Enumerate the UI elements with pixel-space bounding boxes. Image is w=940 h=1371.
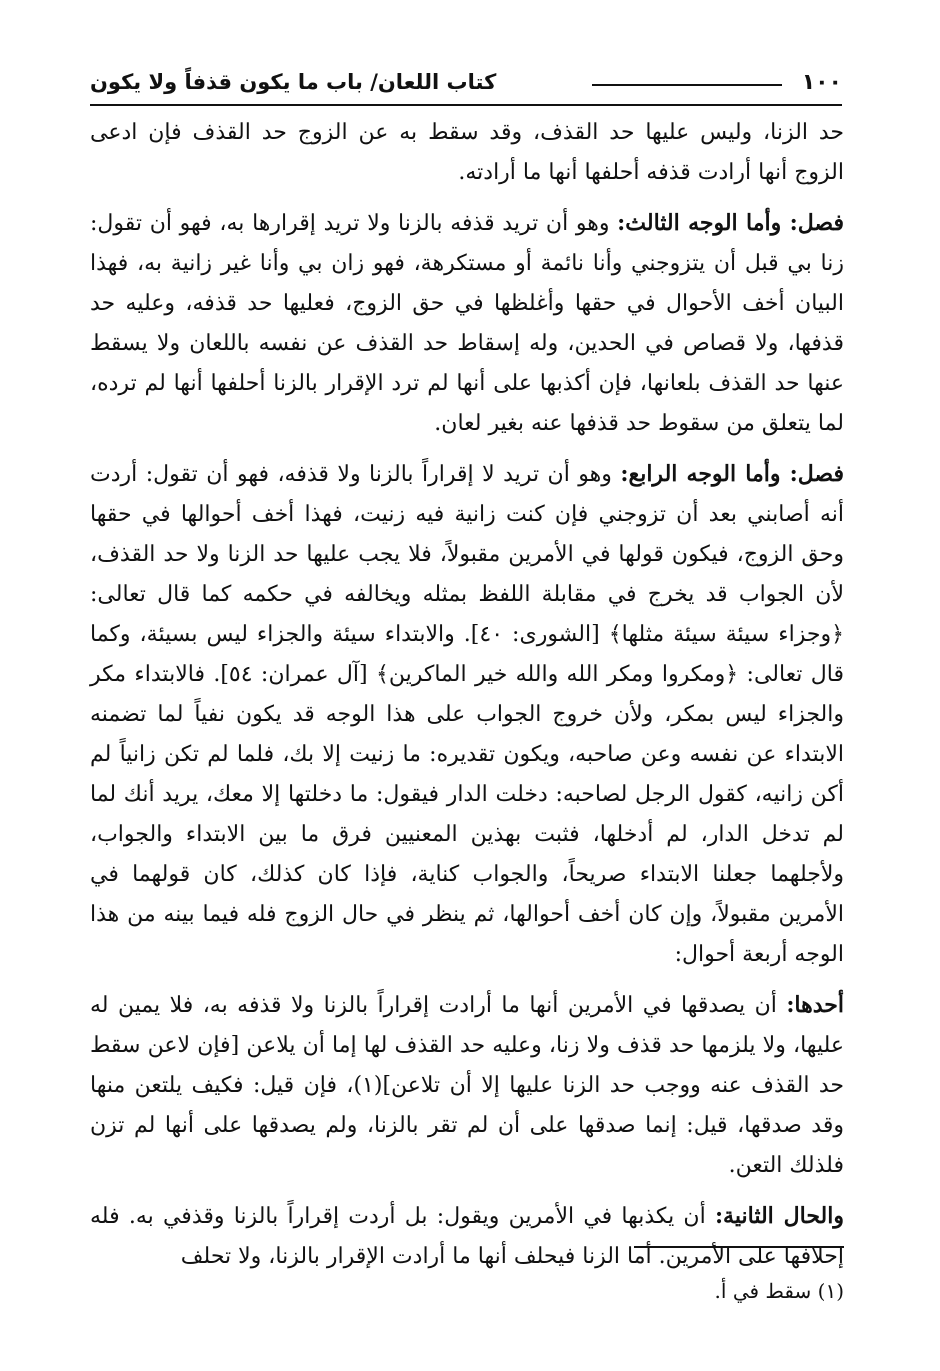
paragraph-text: حد الزنا، وليس عليها حد القذف، وقد سقط به عن الزوج حد القذف فإن ادعى الزوج أنها أرادت قذفه أحلفها أنها ما أرادته. <box>90 120 844 185</box>
paragraph <box>90 985 844 1186</box>
paragraph <box>90 454 844 975</box>
chapter-title: كتاب اللعان/ باب ما يكون قذفاً ولا يكون <box>90 70 497 94</box>
paragraph-text: أن يكذبها في الأمرين ويقول: بل أردت إقراراً بالزنا وقذفي به. فله إحلافها على الأمرين. أما الزنا فيحلف أنها ما أرادت الإقرار بالزنا، ولا تحلف <box>90 1204 844 1269</box>
header-rule <box>592 84 782 86</box>
paragraph <box>90 1196 844 1277</box>
paragraph-text: وهو أن تريد لا إقراراً بالزنا ولا قذفه، فهو أن تقول: أردت أنه أصابني بعد أن تزوجني فإن كنت زانية فيه زنيت، فهذا أخف أحوالها في حقها وحق الزوج، فيكون قولها في الأمرين مقبولاً، فلا يجب عليها حد الزنا ولا حد القذف، لأن الجواب قد يخرج في مقابلة اللفظ بمثله ويخالفه في حكمه كما قال تعالى: ﴿وجزاء سيئة سيئة مثلها﴾ [الشورى: ٤٠]. والابتداء سيئة والجزاء ليس بسيئة، وكما قال تعالى: ﴿ومكروا ومكر الله والله خير الماكرين﴾ [آل عمران: ٥٤]. فالابتداء مكر والجزاء ليس بمكر، ولأن خروج الجواب على هذا الوجه قد يكون نفياً لما تضمنه الابتداء عن نفسه وعن صاحبه، ويكون تقديره: ما زنيت إلا بك، فلما لم تكن زانياً لم أكن زانيه، كقول الرجل لصاحبه: دخلت الدار فيقول: ما دخلتها إلا معك، يريد أنك لما لم تدخل الدار، لم أدخلها، فثبت بهذين المعنيين فرق ما بين الابتداء والجواب، ولأجلهما جعلنا الابتداء صريحاً، والجواب كناية، فإذا كان كذلك، كان قولهما في الأمرين مقبولاً، وإن كان أخف أحوالها، ثم ينظر في حال الزوج فله فيما بينه من هذا الوجه أربعة أحوال: <box>90 462 844 967</box>
running-header <box>90 68 842 106</box>
paragraph-text: وهو أن تريد قذفه بالزنا ولا تريد إقرارها به، فهو أن تقول: زنا بي قبل أن يتزوجني وأنا نائمة أو مستكرهة، فهو زان بي وأنا غير زانية به، فهذا البيان أخف الأحوال في حقها وأغلظها في حق الزوج، فعليها حد قذفه، وعليه حد قذفها، ولا قصاص في الحدين، وله إسقاط حد القذف عن نفسه باللعان ولا يسقط عنها حد القذف بلعانها، فإن أكذبها على أنها لم ترد الإقرار بالزنا أحلفها أنها لم ترده، لما يتعلق من سقوط حد قذفها عنه بغير لعان. <box>90 211 844 436</box>
page-number: ١٠٠ <box>801 70 842 95</box>
paragraph <box>90 203 844 444</box>
footnote: (١) سقط في أ. <box>714 1279 844 1303</box>
paragraph-lead: والحال الثانية: <box>714 1203 844 1229</box>
paragraph-lead: فصل: وأما الوجه الثالث: <box>617 210 844 236</box>
paragraph <box>90 112 844 193</box>
main-text <box>90 112 844 1277</box>
paragraph-text: أن يصدقها في الأمرين أنها ما أرادت إقراراً بالزنا ولا قذفه به، فلا يمين له عليها، ولا يلزمها حد قذف ولا زنا، وعليه حد القذف لها إما أن يلاعن [فإن لاعن سقط حد القذف عنه ووجب حد الزنا عليها إلا أن تلاعن](١)، فإن قيل: فكيف يلتعن منها وقد صدقها، قيل: إنما صدقها على أن لم تقر بالزنا، ولم يصدقها على أنها لم تزن فلذلك التعن. <box>90 993 844 1178</box>
footnote-divider <box>634 1246 844 1248</box>
paragraph-lead: فصل: وأما الوجه الرابع: <box>620 461 844 487</box>
paragraph-lead: أحدها: <box>786 992 844 1018</box>
